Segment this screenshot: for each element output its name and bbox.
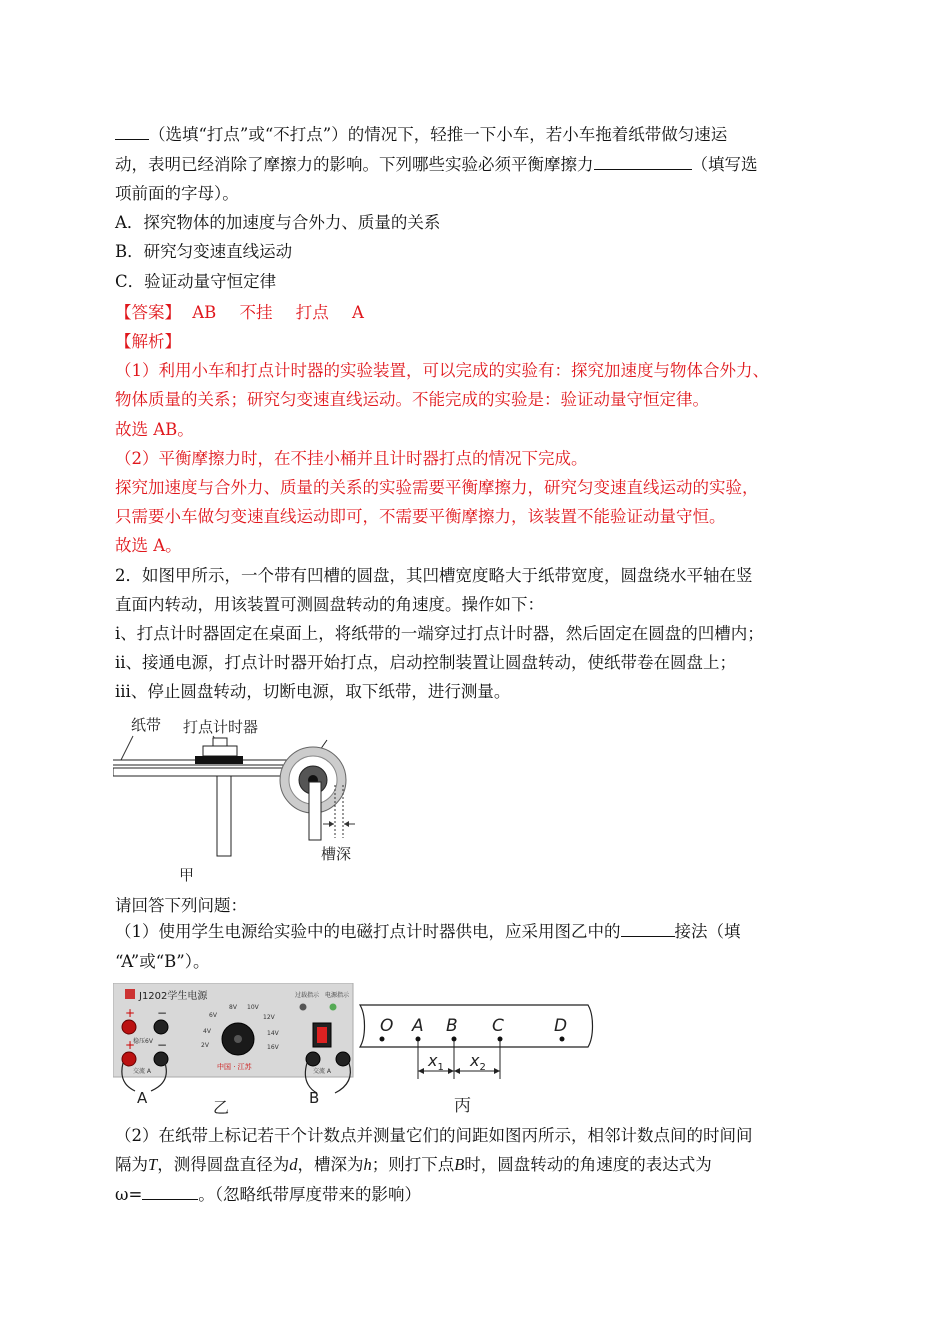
plus-sign: + xyxy=(125,1038,136,1052)
option-b: B．研究匀变速直线运动 xyxy=(115,242,293,261)
volt-label: 16V xyxy=(267,1044,279,1051)
point-label-d: D xyxy=(554,1016,568,1036)
analysis-text: 只需要小车做匀变速直线运动即可，不需要平衡摩擦力，该装置不能验证动量守恒。 xyxy=(115,507,726,526)
step-3: iii、停止圆盘转动，切断电源，取下纸带，进行测量。 xyxy=(115,682,511,701)
brand-logo xyxy=(125,989,135,999)
answer-blank[interactable] xyxy=(594,155,692,170)
text: ω= xyxy=(115,1185,143,1204)
text-line xyxy=(115,123,727,147)
volt-label: 12V xyxy=(263,1014,275,1021)
disk-stand xyxy=(309,782,321,840)
text: ，测得圆盘直径为 xyxy=(157,1155,290,1174)
answer-value: 不挂 xyxy=(239,303,273,322)
sub-question-1 xyxy=(115,920,741,944)
answer-value: AB xyxy=(192,303,217,322)
x1-label: $x_1$ xyxy=(428,1051,444,1073)
text: 。（忽略纸带厚度带来的影响） xyxy=(198,1185,422,1204)
ac-minus-terminal[interactable] xyxy=(154,1052,168,1066)
ac-plus-terminal[interactable] xyxy=(122,1052,136,1066)
text: 动，表明已经消除了摩擦力的影响。下列哪些实验必须平衡摩擦力 xyxy=(115,155,594,174)
analysis-text: 故选 A。 xyxy=(115,536,182,555)
option-c: C．验证动量守恒定律 xyxy=(115,272,277,291)
text: （1）使用学生电源给实验中的电磁打点计时器供电，应采用图乙中的 xyxy=(115,922,621,941)
dot-o xyxy=(380,1037,385,1042)
label-tape: 纸带 xyxy=(131,716,162,734)
power-lamp xyxy=(330,1004,337,1011)
dot-b xyxy=(452,1037,457,1042)
ac-terminal-2[interactable] xyxy=(336,1052,350,1066)
figure-bing-svg xyxy=(358,1003,598,1118)
label-groove: 槽深 xyxy=(321,845,352,863)
sub-question-2: （2）在纸带上标记若干个计数点并测量它们的间距如图丙所示，相邻计数点间的时间间 xyxy=(115,1126,753,1145)
dc-plus-terminal[interactable] xyxy=(122,1020,136,1034)
figure-jia-svg xyxy=(113,710,373,886)
point-label-b: B xyxy=(446,1016,458,1036)
volt-label: 14V xyxy=(267,1030,279,1037)
figure-bing xyxy=(358,1003,598,1122)
volt-label: 10V xyxy=(247,1004,259,1011)
arrow-head xyxy=(418,1068,424,1074)
leader-line xyxy=(121,736,133,760)
answer-blank[interactable] xyxy=(115,125,149,140)
timer-body xyxy=(203,746,237,756)
knob-center xyxy=(234,1035,242,1043)
var-d: d xyxy=(289,1155,298,1174)
analysis-text: 物体质量的关系；研究匀变速直线运动。不能完成的实验是：验证动量守恒定律。 xyxy=(115,390,709,409)
analysis-text: 故选 AB。 xyxy=(115,420,194,439)
text: 时，圆盘转动的角速度的表达式为 xyxy=(464,1155,712,1174)
dc-label: 稳压6V xyxy=(133,1038,153,1045)
dot-d xyxy=(560,1037,565,1042)
dot-c xyxy=(498,1037,503,1042)
origin-label: 中国 · 江苏 xyxy=(217,1063,252,1071)
dc-minus-terminal[interactable] xyxy=(154,1020,168,1034)
analysis-text: （2）平衡摩擦力时，在不挂小桶并且计时器打点的情况下完成。 xyxy=(115,449,588,468)
text: 接法（填 xyxy=(674,922,741,941)
timer-top xyxy=(213,738,227,746)
volt-label: 8V xyxy=(229,1004,237,1011)
figure-jia xyxy=(113,710,373,890)
text: （填写选 xyxy=(691,155,758,174)
text-line: 项前面的字母）。 xyxy=(115,184,239,203)
question-2: 直面内转动，用该装置可测圆盘转动的角速度。操作如下： xyxy=(115,595,544,614)
answer-line xyxy=(115,301,364,325)
sub-question-2 xyxy=(115,1153,712,1177)
var-h: h xyxy=(363,1155,372,1174)
minus-sign: − xyxy=(157,1038,168,1052)
overload-lamp xyxy=(300,1004,307,1011)
brand-name: J1202学生电源 xyxy=(139,991,208,1002)
text-line xyxy=(115,153,758,177)
label-a: A xyxy=(137,1089,148,1107)
figure-yi-svg xyxy=(113,983,363,1118)
ac-label: 交流 A xyxy=(313,1068,332,1075)
label-timer: 打点计时器 xyxy=(183,718,259,736)
caption-jia: 甲 xyxy=(179,866,195,884)
text: 隔为 xyxy=(115,1155,148,1174)
var-t: T xyxy=(148,1155,158,1174)
x2-label: $x_2$ xyxy=(470,1051,486,1073)
step-1: i、打点计时器固定在桌面上，将纸带的一端穿过打点计时器，然后固定在圆盘的凹槽内； xyxy=(115,624,764,643)
dim-arrow-head xyxy=(329,821,334,827)
sub-question-1: “A”或“B”）。 xyxy=(115,952,210,971)
timer-base xyxy=(195,756,243,764)
label-b: B xyxy=(309,1089,320,1107)
prompt: 请回答下列问题： xyxy=(115,896,247,915)
dim-arrow-head xyxy=(344,821,349,827)
minus-sign: − xyxy=(157,1006,168,1020)
sub-question-2 xyxy=(115,1183,421,1207)
lamp-label: 电源指示 xyxy=(325,992,350,999)
answer-blank[interactable] xyxy=(142,1185,198,1200)
answer-label: 【答案】 xyxy=(115,303,181,322)
table-leg xyxy=(217,776,231,856)
ac-label: 交流 A xyxy=(133,1068,152,1075)
question-2: 2．如图甲所示，一个带有凹槽的圆盘，其凹槽宽度略大于纸带宽度，圆盘绕水平轴在竖 xyxy=(115,566,753,585)
text: ；则打下点 xyxy=(371,1155,455,1174)
volt-label: 2V xyxy=(201,1042,209,1049)
caption-yi: 乙 xyxy=(213,1098,230,1117)
text: ，槽深为 xyxy=(297,1155,364,1174)
var-b: B xyxy=(454,1155,465,1174)
point-label-c: C xyxy=(492,1016,504,1036)
answer-value: A xyxy=(352,303,364,322)
text: （选填“打点”或“不打点”）的情况下，轻推一下小车，若小车拖着纸带做匀速运 xyxy=(149,125,728,144)
figure-yi xyxy=(113,983,363,1122)
arrow-head xyxy=(494,1068,500,1074)
caption-bing: 丙 xyxy=(454,1096,471,1116)
option-a: A．探究物体的加速度与合外力、质量的关系 xyxy=(115,213,441,232)
analysis-text: 探究加速度与合外力、质量的关系的实验需要平衡摩擦力，研究匀变速直线运动的实验， xyxy=(115,478,759,497)
point-label-o: O xyxy=(380,1016,394,1036)
power-switch-rocker[interactable] xyxy=(317,1027,327,1043)
dot-a xyxy=(416,1037,421,1042)
lamp-label: 过载指示 xyxy=(295,992,320,999)
point-label-a: A xyxy=(412,1016,424,1036)
volt-label: 4V xyxy=(203,1028,211,1035)
plus-sign: + xyxy=(125,1006,136,1020)
arrow-head xyxy=(454,1068,460,1074)
volt-label: 6V xyxy=(209,1012,217,1019)
answer-blank[interactable] xyxy=(621,922,675,937)
step-2: ii、接通电源，打点计时器开始打点，启动控制装置让圆盘转动，使纸带卷在圆盘上； xyxy=(115,653,737,672)
table-top xyxy=(113,768,293,776)
analysis-label: 【解析】 xyxy=(115,332,181,351)
analysis-text: （1）利用小车和打点计时器的实验装置，可以完成的实验有：探究加速度与物体合外力、 xyxy=(115,361,769,380)
ac-terminal-1[interactable] xyxy=(306,1052,320,1066)
answer-value: 打点 xyxy=(295,303,329,322)
arrow-head xyxy=(448,1068,454,1074)
